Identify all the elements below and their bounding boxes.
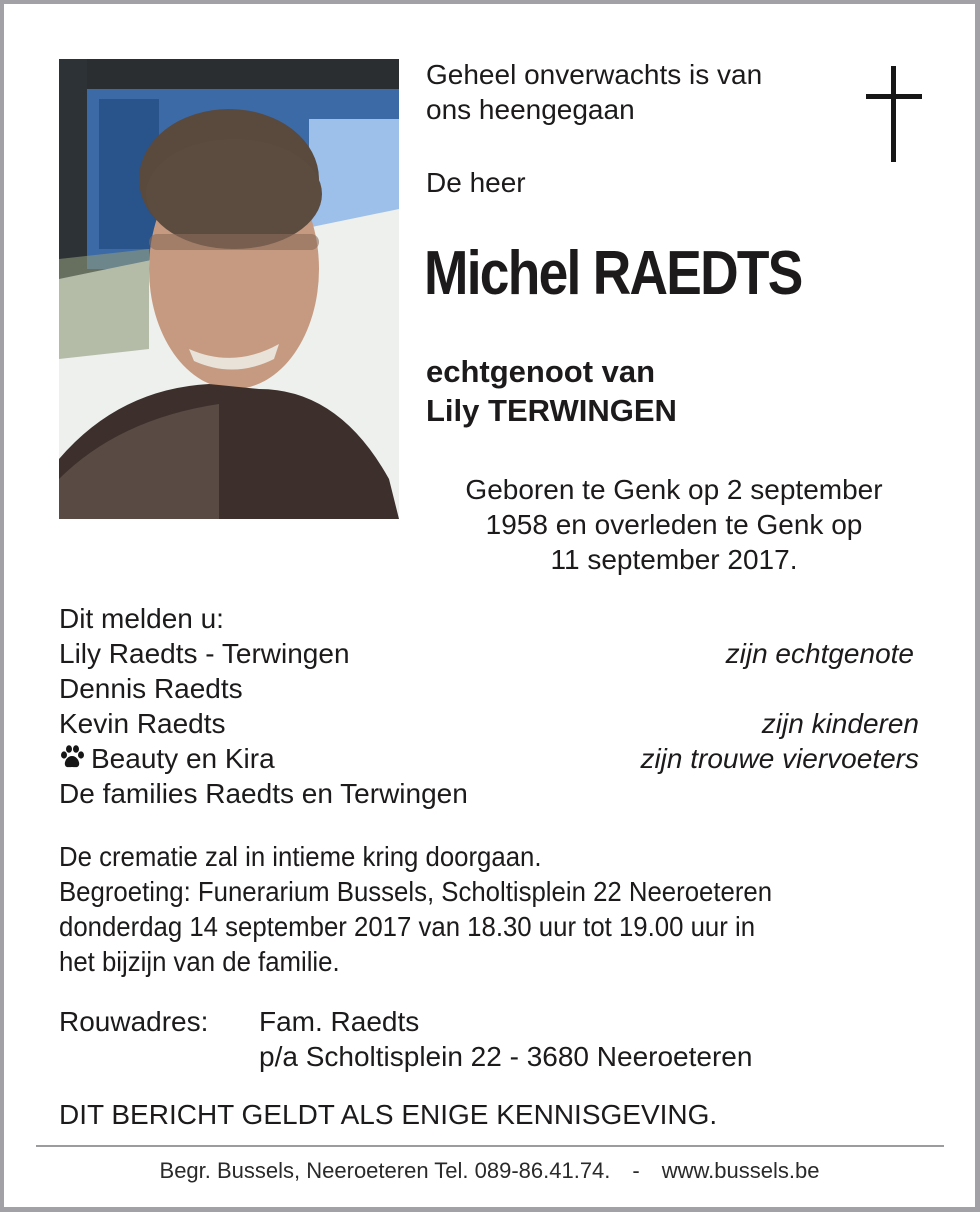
- footer-separator: -: [632, 1158, 640, 1183]
- mourning-address-label: Rouwadres:: [59, 1006, 209, 1037]
- footer-divider: [36, 1145, 944, 1147]
- intro-text: [426, 57, 762, 127]
- paw-icon: [59, 744, 85, 770]
- footer: [4, 1156, 975, 1186]
- final-notice: DIT BERICHT GELDT ALS ENIGE KENNISGEVING.: [59, 1099, 718, 1130]
- announcer-name: Dennis Raedts: [59, 673, 243, 704]
- list-item: [59, 741, 919, 776]
- intro-line: Geheel onverwachts is van: [426, 59, 763, 90]
- ceremony-line: De crematie zal in intieme kring doorgaan.: [59, 841, 542, 872]
- birth-death-line: 11 september 2017.: [550, 544, 798, 575]
- birth-death-line: 1958 en overleden te Genk op: [485, 509, 863, 540]
- birth-death-line: Geboren te Genk op 2 september: [465, 474, 883, 505]
- announcer-name: Beauty en Kira: [91, 743, 275, 774]
- announcer-name: De families Raedts en Terwingen: [59, 778, 468, 809]
- spouse-info: [426, 352, 677, 430]
- mourning-address-line: p/a Scholtisplein 22 - 3680 Neeroeteren: [259, 1041, 753, 1072]
- spouse-label: echtgenoot van: [426, 354, 656, 389]
- list-item: [59, 636, 919, 671]
- announcer-name: Lily Raedts - Terwingen: [59, 638, 350, 669]
- honorific: De heer: [426, 167, 526, 198]
- intro-line: ons heengegaan: [426, 94, 635, 125]
- ceremony-line: donderdag 14 september 2017 van 18.30 uur tot 19.00 uur in: [59, 911, 756, 942]
- list-item: [59, 671, 919, 706]
- list-item: [59, 706, 919, 741]
- ceremony-line: Begroeting: Funerarium Bussels, Scholtisplein 22 Neeroeteren: [59, 876, 773, 907]
- ceremony-info: [59, 839, 834, 979]
- mourning-address: [59, 1004, 919, 1074]
- portrait-photo: [59, 59, 399, 519]
- mourning-address-line: Fam. Raedts: [259, 1006, 420, 1037]
- footer-company: Begr. Bussels, Neeroeteren Tel. 089-86.41.74.: [159, 1158, 611, 1183]
- birth-death-info: [424, 472, 924, 577]
- ceremony-line: het bijzijn van de familie.: [59, 946, 340, 977]
- announcers-heading: Dit melden u:: [59, 603, 224, 634]
- deceased-name: Michel RAEDTS: [424, 239, 802, 308]
- announcer-relation: zijn trouwe viervoeters: [640, 743, 919, 774]
- cross-icon: [866, 66, 922, 162]
- announcers-list: [59, 601, 919, 811]
- obituary-card: [4, 4, 975, 1207]
- footer-website-link[interactable]: www.bussels.be: [661, 1158, 820, 1183]
- list-item: [59, 776, 919, 811]
- announcer-relation: zijn echtgenote: [725, 638, 914, 669]
- spouse-name: Lily TERWINGEN: [426, 393, 677, 428]
- announcer-relation: zijn kinderen: [761, 708, 919, 739]
- announcer-name: Kevin Raedts: [59, 708, 226, 739]
